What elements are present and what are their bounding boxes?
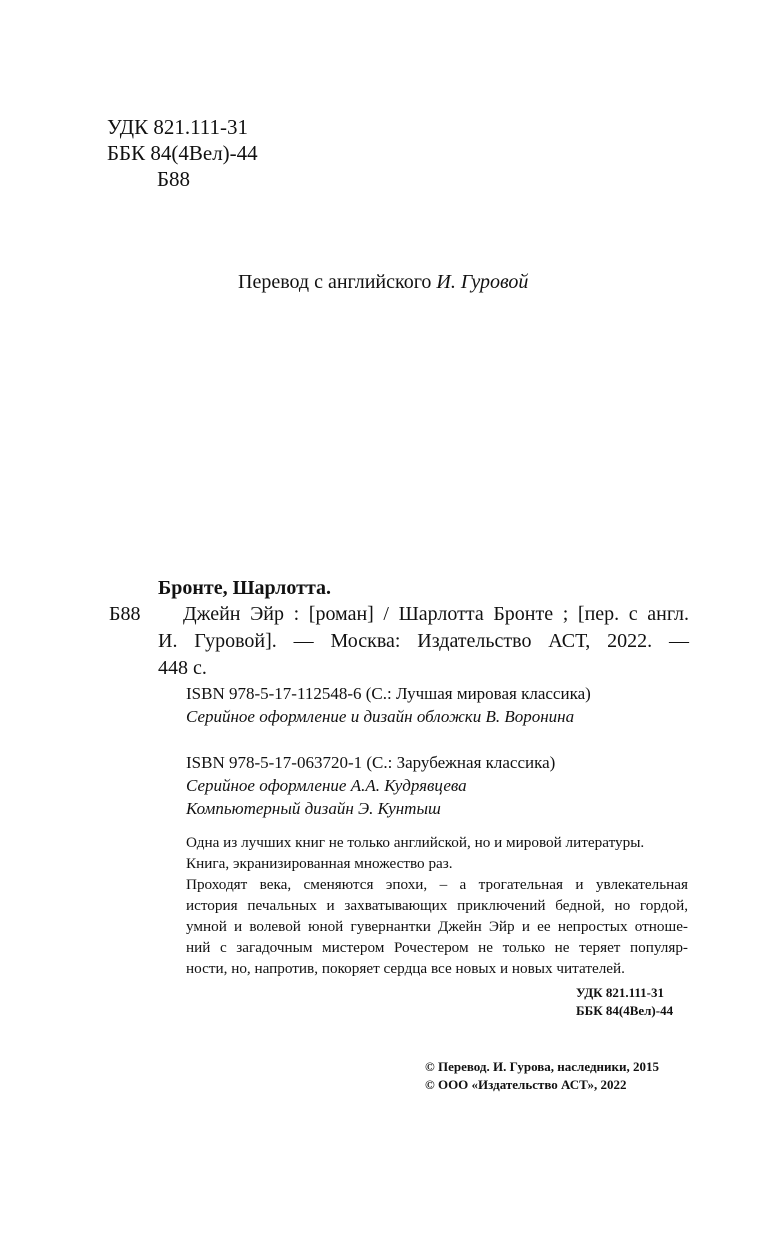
catalog-line: Джейн Эйр : [роман] / Шарлотта Бронте ; [пер. с англ.	[183, 603, 689, 625]
copyright-line: © ООО «Издательство АСТ», 2022	[425, 1077, 627, 1092]
footer-bbk: ББК 84(4Вел)-44	[576, 1003, 674, 1018]
annotation-line: Проходят века, сменяются эпохи, – а трогательная и увлекательная	[186, 876, 688, 893]
catalog-author: Бронте, Шарлотта.	[158, 577, 332, 599]
bbk-line: ББК 84(4Вел)-44	[107, 141, 258, 165]
isbn-line: ISBN 978-5-17-112548-6 (С.: Лучшая мировая классика)	[186, 684, 591, 703]
annotation-line: Книга, экранизированная множество раз.	[186, 855, 453, 872]
annotation-line: ности, но, напротив, покоряет сердца все новых и новых читателей.	[186, 960, 625, 977]
design-credit: Серийное оформление А.А. Кудрявцева	[186, 776, 467, 795]
udk-line: УДК 821.111-31	[107, 115, 249, 139]
annotation-line: Одна из лучших книг не только английской, но и мировой литературы.	[186, 834, 645, 851]
annotation-line: история печальных и захватывающих приключений бедной, но гордой,	[186, 897, 688, 914]
translation-credit	[238, 271, 528, 294]
catalog-line: И. Гуровой]. — Москва: Издательство АСТ, 2022. —	[158, 630, 689, 652]
annotation-line: ний с загадочным мистером Рочестером не только не теряет популяр-	[186, 939, 688, 956]
author-mark: Б88	[157, 167, 191, 191]
translator-name: И. Гуровой	[436, 271, 529, 293]
catalog-line: 448 с.	[158, 657, 207, 679]
annotation-line: умной и волевой юной гувернантки Джейн Эйр и ее непростых отноше-	[186, 918, 688, 935]
translation-prefix: Перевод с английского	[238, 271, 432, 293]
isbn-line: ISBN 978-5-17-063720-1 (С.: Зарубежная классика)	[186, 753, 556, 772]
catalog-code: Б88	[109, 603, 141, 625]
design-credit: Компьютерный дизайн Э. Кунтыш	[186, 799, 441, 818]
footer-udk: УДК 821.111-31	[576, 985, 664, 1000]
design-credit: Серийное оформление и дизайн обложки В. Воронина	[186, 707, 575, 726]
copyright-line: © Перевод. И. Гурова, наследники, 2015	[425, 1059, 659, 1074]
